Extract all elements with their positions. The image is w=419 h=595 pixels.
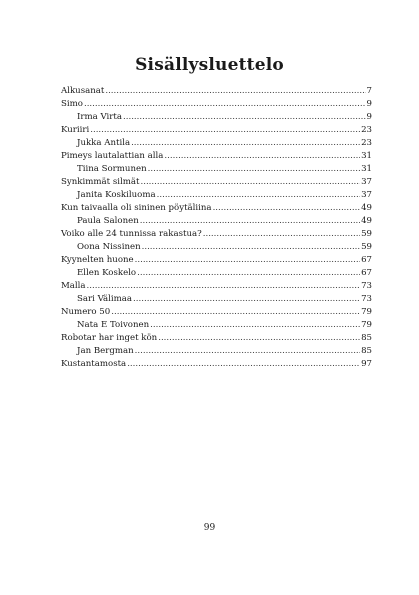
toc-dot-leader: [127, 358, 360, 371]
toc-chapter-title: Synkimmät silmät: [61, 177, 140, 187]
toc-author-row: [61, 293, 372, 306]
toc-chapter-title: Pimeys lautalattian alla: [61, 151, 164, 161]
toc-page-number: 7: [366, 86, 372, 96]
toc-page-number: 85: [361, 346, 372, 356]
toc-dot-leader: [137, 267, 360, 280]
toc-page-number: 73: [361, 294, 372, 304]
toc-dot-leader: [133, 293, 360, 306]
toc-dot-leader: [213, 202, 361, 215]
toc-dot-leader: [135, 254, 360, 267]
toc-dot-leader: [140, 176, 360, 189]
toc-author-name: Janita Koskiluoma: [77, 190, 156, 200]
toc-page-number: 59: [361, 229, 372, 239]
toc-author-row: [61, 241, 372, 254]
toc-author-row: [61, 215, 372, 228]
toc-chapter-row: [61, 280, 372, 293]
toc-author-name: Tiina Sormunen: [77, 164, 147, 174]
toc-chapter-title: Kustantamosta: [61, 359, 127, 369]
toc-page-number: 67: [361, 268, 372, 278]
toc-page-number: 49: [361, 203, 372, 213]
toc-author-row: [61, 137, 372, 150]
toc-page-number: 85: [361, 333, 372, 343]
toc-dot-leader: [131, 137, 360, 150]
toc-dot-leader: [105, 85, 365, 98]
toc-dot-leader: [148, 163, 360, 176]
toc-chapter-row: [61, 176, 372, 189]
toc-page-number: 49: [361, 216, 372, 226]
toc-author-name: Jan Bergman: [77, 346, 134, 356]
page-number: 99: [203, 523, 216, 533]
toc-chapter-title: Kuriiri: [61, 125, 90, 135]
toc-chapter-title: Malla: [61, 281, 86, 291]
toc-chapter-row: [61, 228, 372, 241]
toc-dot-leader: [164, 150, 360, 163]
toc-page-number: 23: [361, 125, 372, 135]
toc-page-number: 9: [366, 99, 372, 109]
toc-chapter-row: [61, 254, 372, 267]
toc-chapter-row: [61, 358, 372, 371]
toc-chapter-row: [61, 85, 372, 98]
toc-dot-leader: [142, 241, 360, 254]
toc-dot-leader: [90, 124, 360, 137]
toc-chapter-row: [61, 306, 372, 319]
toc-dot-leader: [123, 111, 366, 124]
toc-chapter-title: Kyynelten huone: [61, 255, 134, 265]
toc-page-number: 73: [361, 281, 372, 291]
toc-chapter-row: [61, 332, 372, 345]
toc-author-name: Irma Virta: [77, 112, 122, 122]
toc-dot-leader: [87, 280, 361, 293]
toc-chapter-title: Numero 50: [61, 307, 111, 317]
table-of-contents: [61, 85, 372, 371]
toc-chapter-row: [61, 202, 372, 215]
toc-author-name: Jukka Antila: [77, 138, 131, 148]
toc-chapter-row: [61, 98, 372, 111]
toc-page-number: 31: [361, 164, 372, 174]
toc-author-name: Ellen Koskelo: [77, 268, 137, 278]
toc-page-number: 59: [361, 242, 372, 252]
toc-author-name: Sari Välimaa: [77, 294, 133, 304]
toc-page-number: 23: [361, 138, 372, 148]
toc-dot-leader: [135, 345, 360, 358]
toc-dot-leader: [140, 215, 360, 228]
toc-page-number: 97: [361, 359, 372, 369]
toc-author-row: [61, 163, 372, 176]
toc-dot-leader: [158, 332, 360, 345]
toc-chapter-title: Robotar har inget kön: [61, 333, 158, 343]
toc-page-number: 67: [361, 255, 372, 265]
toc-author-row: [61, 319, 372, 332]
toc-author-name: Nata E Toivonen: [77, 320, 150, 330]
toc-dot-leader: [157, 189, 360, 202]
toc-chapter-row: [61, 150, 372, 163]
toc-page-number: 79: [361, 320, 372, 330]
toc-page-number: 31: [361, 151, 372, 161]
toc-author-row: [61, 111, 372, 124]
toc-author-name: Oona Nissinen: [77, 242, 141, 252]
toc-author-row: [61, 189, 372, 202]
toc-chapter-title: Simo: [61, 99, 83, 109]
page-title: Sisällysluettelo: [135, 55, 284, 75]
toc-author-row: [61, 345, 372, 358]
toc-chapter-row: [61, 124, 372, 137]
toc-chapter-title: Voiko alle 24 tunnissa rakastua?: [61, 229, 202, 239]
toc-page-number: 37: [361, 190, 372, 200]
toc-page-number: 37: [361, 177, 372, 187]
toc-page-number: 79: [361, 307, 372, 317]
toc-chapter-title: Alkusanat: [61, 86, 105, 96]
toc-page-number: 9: [366, 112, 372, 122]
toc-dot-leader: [150, 319, 360, 332]
toc-author-name: Paula Salonen: [77, 216, 139, 226]
toc-chapter-title: Kun taivaalla oli sininen pöytäliina: [61, 203, 212, 213]
toc-dot-leader: [111, 306, 360, 319]
toc-author-row: [61, 267, 372, 280]
toc-dot-leader: [84, 98, 366, 111]
toc-dot-leader: [203, 228, 360, 241]
